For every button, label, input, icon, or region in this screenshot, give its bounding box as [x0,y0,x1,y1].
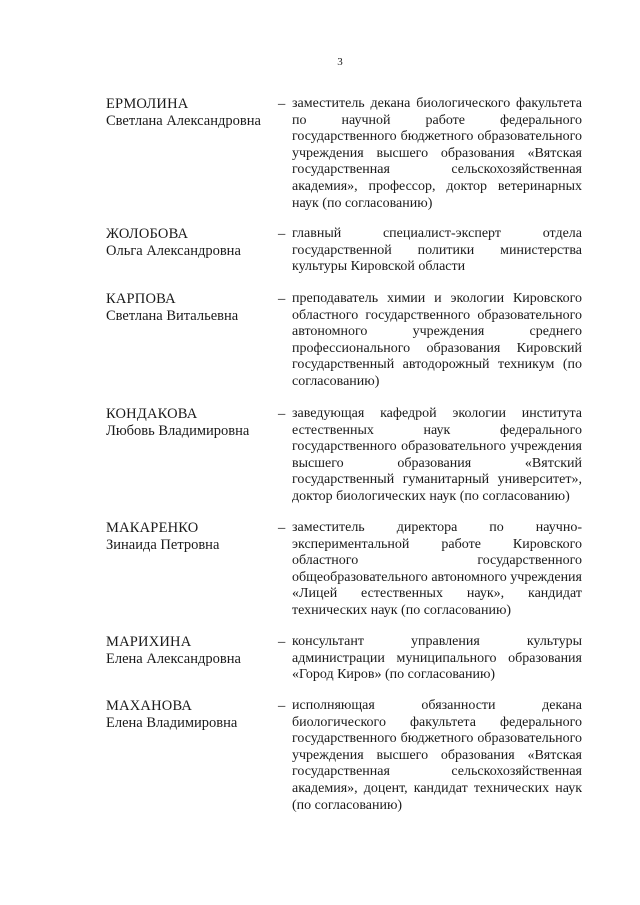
dash-separator: – [278,291,286,307]
member-given-names: Елена Владимировна [106,715,238,731]
dash-separator: – [278,634,286,650]
dash-separator: – [278,406,286,422]
member-given-names: Ольга Александровна [106,243,241,259]
member-name [106,698,274,732]
member-given-names: Елена Александровна [106,651,241,667]
member-name [106,226,274,260]
dash-separator: – [278,520,286,536]
member-position: консультант управления культуры администрации муниципального образования «Город Киров» (по согласованию) [292,634,582,683]
member-position: заведующая кафедрой экологии института естественных наук федерального государственного образовательного учреждения высшего образования «Вятский государственный гуманитарный университет», доктор биологических наук (по согласованию) [292,406,582,504]
dash-separator: – [278,226,286,242]
member-name [106,406,274,440]
member-position: преподаватель химии и экологии Кировского областного государственного образовательного автономного учреждения среднего профессионального образования Кировский государственный автодорожный техникум (по согласованию) [292,291,582,389]
member-name [106,291,274,325]
member-surname: КАРПОВА [106,291,176,307]
member-given-names: Зинаида Петровна [106,537,220,553]
member-name [106,634,274,668]
member-given-names: Светлана Витальевна [106,308,239,324]
member-surname: МАХАНОВА [106,698,193,714]
member-given-names: Любовь Владимировна [106,423,250,439]
member-surname: ЖОЛОБОВА [106,226,189,242]
dash-separator: – [278,698,286,714]
dash-separator: – [278,96,286,112]
member-position: исполняющая обязанности декана биологического факультета федерального государственного бюджетного образовательного учреждения высшего образования «Вятская государственная сельскохозяйственная академия», доцент, кандидат технических наук (по согласованию) [292,698,582,813]
member-name [106,96,274,130]
member-surname: ЕРМОЛИНА [106,96,189,112]
member-surname: МАРИХИНА [106,634,192,650]
member-surname: КОНДАКОВА [106,406,198,422]
member-given-names: Светлана Александровна [106,113,261,129]
member-position: заместитель директора по научно-экспериментальной работе Кировского областного государственного общеобразовательного автономного учреждения «Лицей естественных наук», кандидат технических наук (по согласованию) [292,520,582,618]
page-number: 3 [337,56,343,68]
member-surname: МАКАРЕНКО [106,520,199,536]
member-name [106,520,274,554]
member-position: заместитель декана биологического факультета по научной работе федерального государственного бюджетного образовательного учреждения высшего образования «Вятская государственная сельскохозяйственная академия», профессор, доктор ветеринарных наук (по согласованию) [292,96,582,211]
member-position: главный специалист-эксперт отдела государственной политики министерства культуры Кировской области [292,226,582,275]
